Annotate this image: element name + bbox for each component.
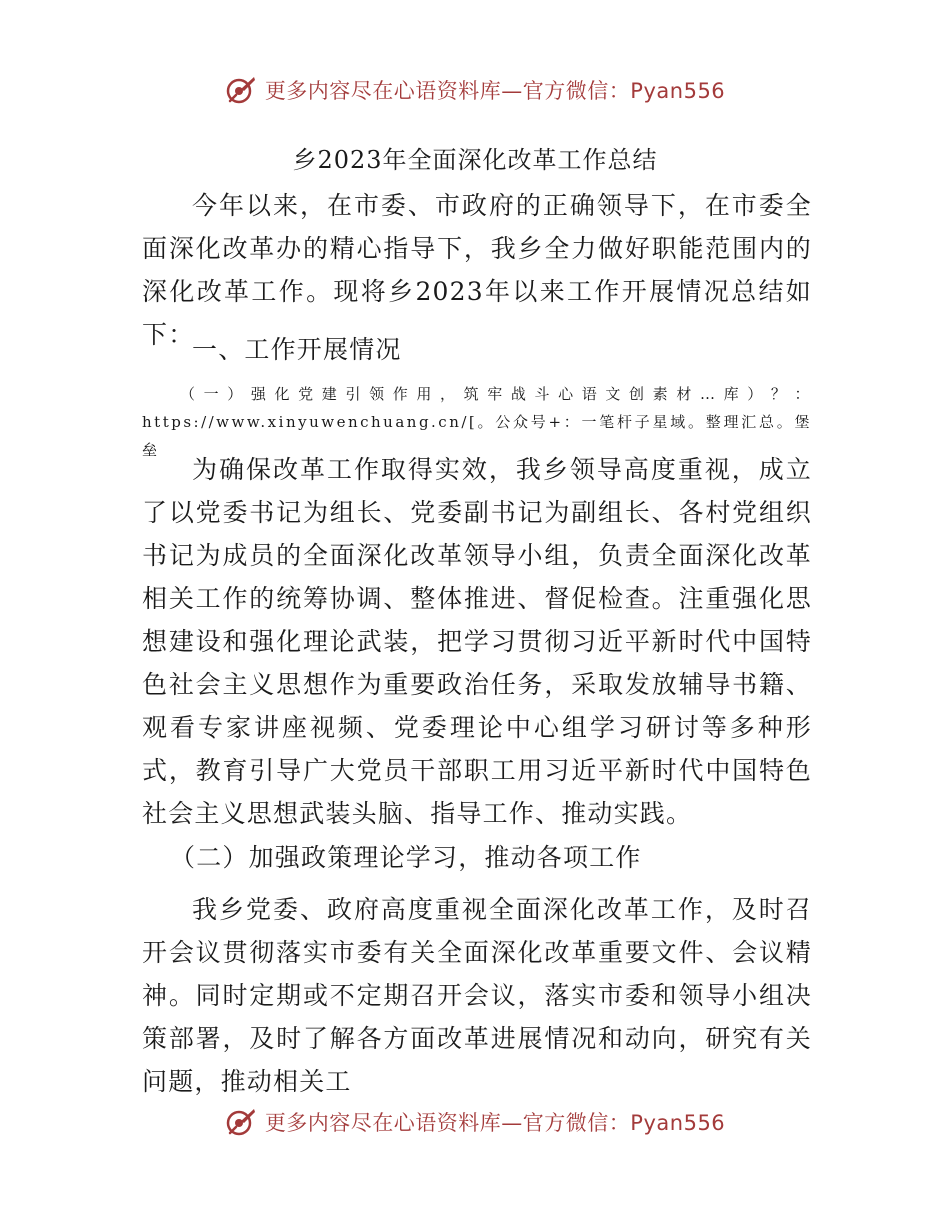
subsection-body-2: 我乡党委、政府高度重视全面深化改革工作，及时召开会议贯彻落实市委有关全面深化改革重要文件、会议精神。同时定期或不定期召开会议，落实市委和领导小组决策部署，及时了解各方面改革进展情况和动向，研究有关问题，推动相关工 bbox=[142, 895, 812, 1096]
quill-logo-icon bbox=[225, 74, 257, 106]
watermark-text: 更多内容尽在心语资料库—官方微信：Pyan556 bbox=[264, 79, 726, 103]
quill-logo-icon bbox=[225, 1106, 257, 1138]
intro-paragraph: 今年以来，在市委、市政府的正确领导下，在市委全面深化改革办的精心指导下，我乡全力做好职能范围内的深化改革工作。现将乡2023年以来工作开展情况总结如下： bbox=[142, 191, 812, 349]
document-title: 乡2023年全面深化改革工作总结 bbox=[292, 146, 658, 174]
subsection-heading-2: （二）加强政策理论学习，推动各项工作 bbox=[170, 843, 642, 872]
watermark-text: 更多内容尽在心语资料库—官方微信：Pyan556 bbox=[264, 1111, 726, 1135]
subsection-body-1: 为确保改革工作取得实效，我乡领导高度重视，成立了以党委书记为组长、党委副书记为副组长、各村党组织书记为成员的全面深化改革领导小组，负责全面深化改革相关工作的统筹协调、整体推进、督促检查。注重强化思想建设和强化理论武装，把学习贯彻习近平新时代中国特色社会主义思想作为重要政治任务，采取发放辅导书籍、观看专家讲座视频、党委理论中心组学习研讨等多种形式，教育引导广大党员干部职工用习近平新时代中国特色社会主义思想武装头脑、指导工作、推动实践。 bbox=[142, 455, 812, 828]
footer-watermark-banner bbox=[0, 1102, 950, 1142]
subsection-heading-1: （一）强化党建引领作用，筑牢战斗心语文创素材…库）？：https://www.xinyuwenchuang.cn/[。公众号+：一笔杆子星域。整理汇总。堡垒 bbox=[142, 385, 812, 459]
section-heading-1: 一、工作开展情况 bbox=[192, 335, 402, 364]
header-watermark-banner bbox=[0, 70, 950, 110]
